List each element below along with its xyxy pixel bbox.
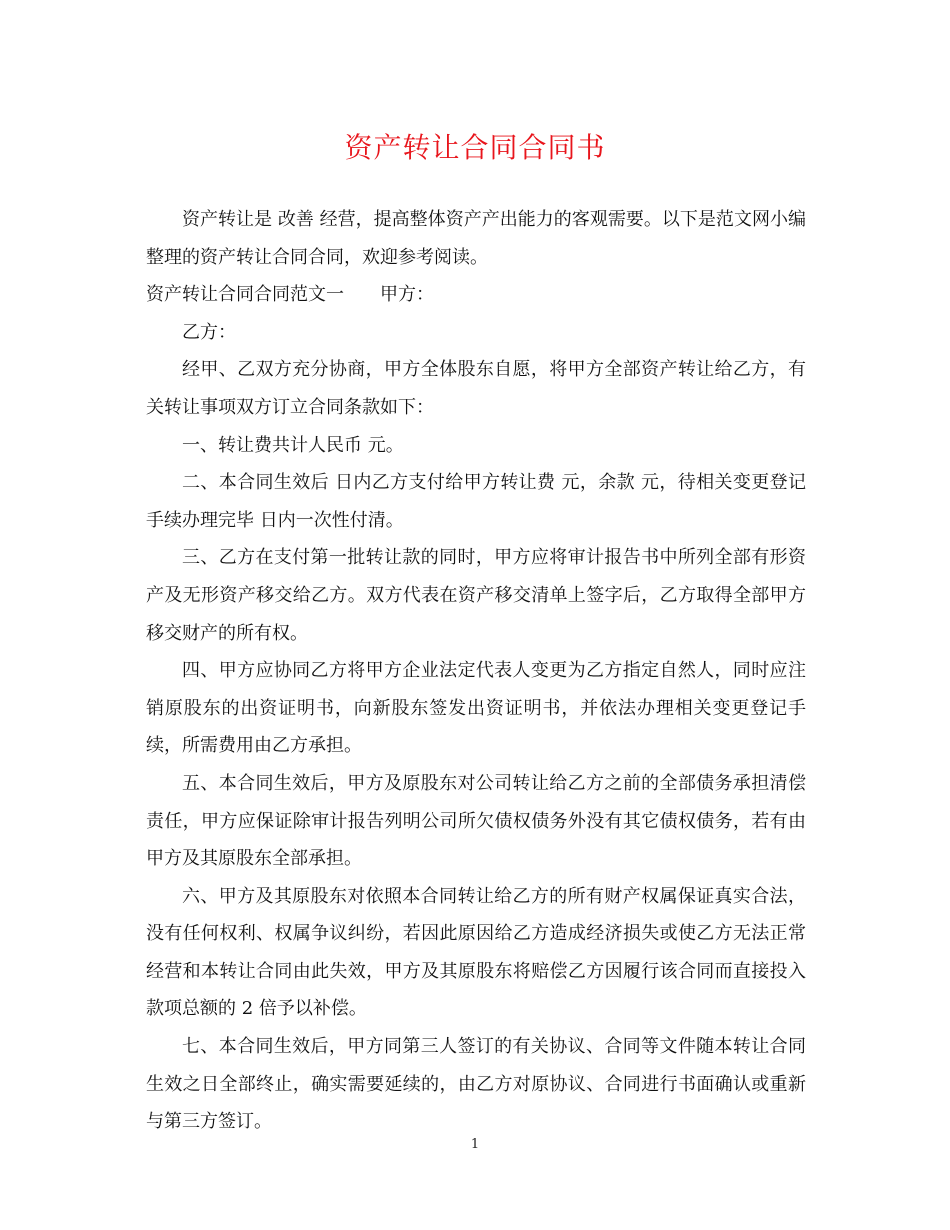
preamble-paragraph: 经甲、乙双方充分协商，甲方全体股东自愿，将甲方全部资产转让给乙方，有关转让事项双方订立合同条款如下： xyxy=(146,359,806,418)
document-title: 资产转让合同合同书 xyxy=(344,131,606,164)
clause-5: 五、本合同生效后，甲方及原股东对公司转让给乙方之前的全部债务承担清偿责任，甲方应保证除审计报告列明公司所欠债权债务外没有其它债权债务，若有由甲方及其原股东全部承担。 xyxy=(146,772,806,870)
clause-1: 一、转让费共计人民币 元。 xyxy=(182,434,404,456)
document-body xyxy=(146,201,806,1141)
intro-paragraph: 资产转让是 改善 经营，提高整体资产产出能力的客观需要。以下是范文网小编整理的资产转让合同合同，欢迎参考阅读。 xyxy=(146,209,806,268)
sample-heading-line xyxy=(146,276,806,314)
party-b-label: 乙方： xyxy=(182,321,236,343)
clause-3: 三、乙方在支付第一批转让款的同时，甲方应将审计报告书中所列全部有形资产及无形资产移交给乙方。双方代表在资产移交清单上签字后，乙方取得全部甲方移交财产的所有权。 xyxy=(146,547,806,644)
party-a-label: 甲方： xyxy=(380,284,434,306)
sample-heading: 资产转让合同合同范文一 xyxy=(146,284,344,306)
clause-4: 四、甲方应协同乙方将甲方企业法定代表人变更为乙方指定自然人，同时应注销原股东的出资证明书，向新股东签发出资证明书，并依法办理相关变更登记手续，所需费用由乙方承担。 xyxy=(146,660,806,757)
clause-7: 七、本合同生效后，甲方同第三人签订的有关协议、合同等文件随本转让合同生效之日全部终止，确实需要延续的，由乙方对原协议、合同进行书面确认或重新与第三方签订。 xyxy=(146,1036,806,1133)
clause-2: 二、本合同生效后 日内乙方支付给甲方转让费 元，余款 元，待相关变更登记手续办理完毕 日内一次性付清。 xyxy=(146,472,806,531)
page-number: 1 xyxy=(470,1137,480,1152)
clause-6: 六、甲方及其原股东对依照本合同转让给乙方的所有财产权属保证真实合法，没有任何权利、权属争议纠纷，若因此原因给乙方造成经济损失或使乙方无法正常经营和本转让合同由此失效，甲方及其原股东将赔偿乙方因履行该合同而直接投入款项总额的 2 倍予以补偿。 xyxy=(146,885,806,1020)
